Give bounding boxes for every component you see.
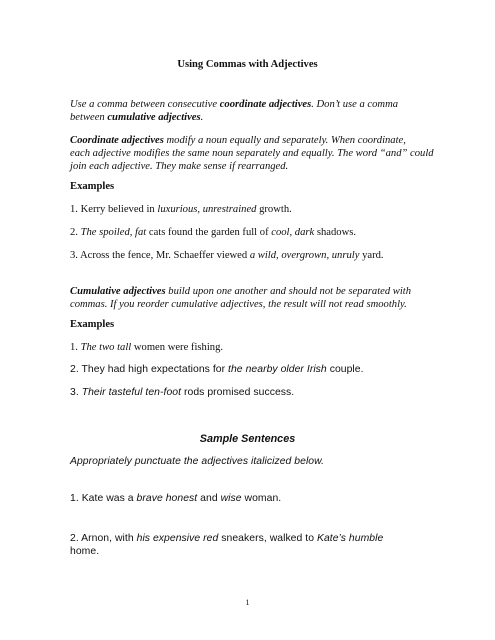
examples-heading: Examples [70, 319, 115, 330]
sample-item-1: 1. Kate was a brave honest and wise woman. [70, 493, 282, 504]
sample-item-2: 2. Arnon, with his expensive red sneakers, walked to Kate’s humble [70, 533, 384, 544]
cumulative-example-3: 3. Their tasteful ten-foot rods promised success. [70, 387, 295, 398]
page-number: 1 [245, 598, 250, 607]
term-cumulative-adjectives: cumulative adjectives [107, 112, 201, 123]
sample-item-2-continuation: home. [70, 546, 100, 557]
cumulative-definition-line-1: Cumulative adjectives build upon one another and should not be separated with [70, 286, 412, 297]
rule-line-1: Use a comma between consecutive coordinate adjectives. Don’t use a comma [70, 99, 399, 110]
rule-line-2: between cumulative adjectives. [70, 112, 204, 123]
coordinate-example-2: 2. The spoiled, fat cats found the garden full of cool, dark shadows. [70, 227, 357, 238]
sample-instruction: Appropriately punctuate the adjectives italicized below. [70, 456, 325, 467]
coordinate-example-3: 3. Across the fence, Mr. Schaeffer viewed a wild, overgrown, unruly yard. [70, 250, 384, 261]
term-coordinate-adjectives: coordinate adjectives [219, 99, 312, 110]
sample-sentences-heading: Sample Sentences [199, 433, 296, 445]
cumulative-example-1: 1. The two tall women were fishing. [70, 342, 224, 353]
coordinate-definition-line-1: Coordinate adjectives modify a noun equally and separately. When coordinate, [70, 135, 406, 146]
cumulative-definition-line-2: commas. If you reorder cumulative adjectives, the result will not read smoothly. [70, 299, 407, 310]
page-title: Using Commas with Adjectives [177, 59, 318, 70]
cumulative-example-2: 2. They had high expectations for the nearby older Irish couple. [70, 364, 364, 375]
coordinate-example-1: 1. Kerry believed in luxurious, unrestrained growth. [70, 204, 292, 215]
coordinate-definition-line-3: join each adjective. They make sense if rearranged. [70, 161, 289, 172]
coordinate-definition-line-2: each adjective modifies the same noun separately and equally. The word “and” could [70, 148, 434, 159]
examples-heading: Examples [70, 181, 115, 192]
